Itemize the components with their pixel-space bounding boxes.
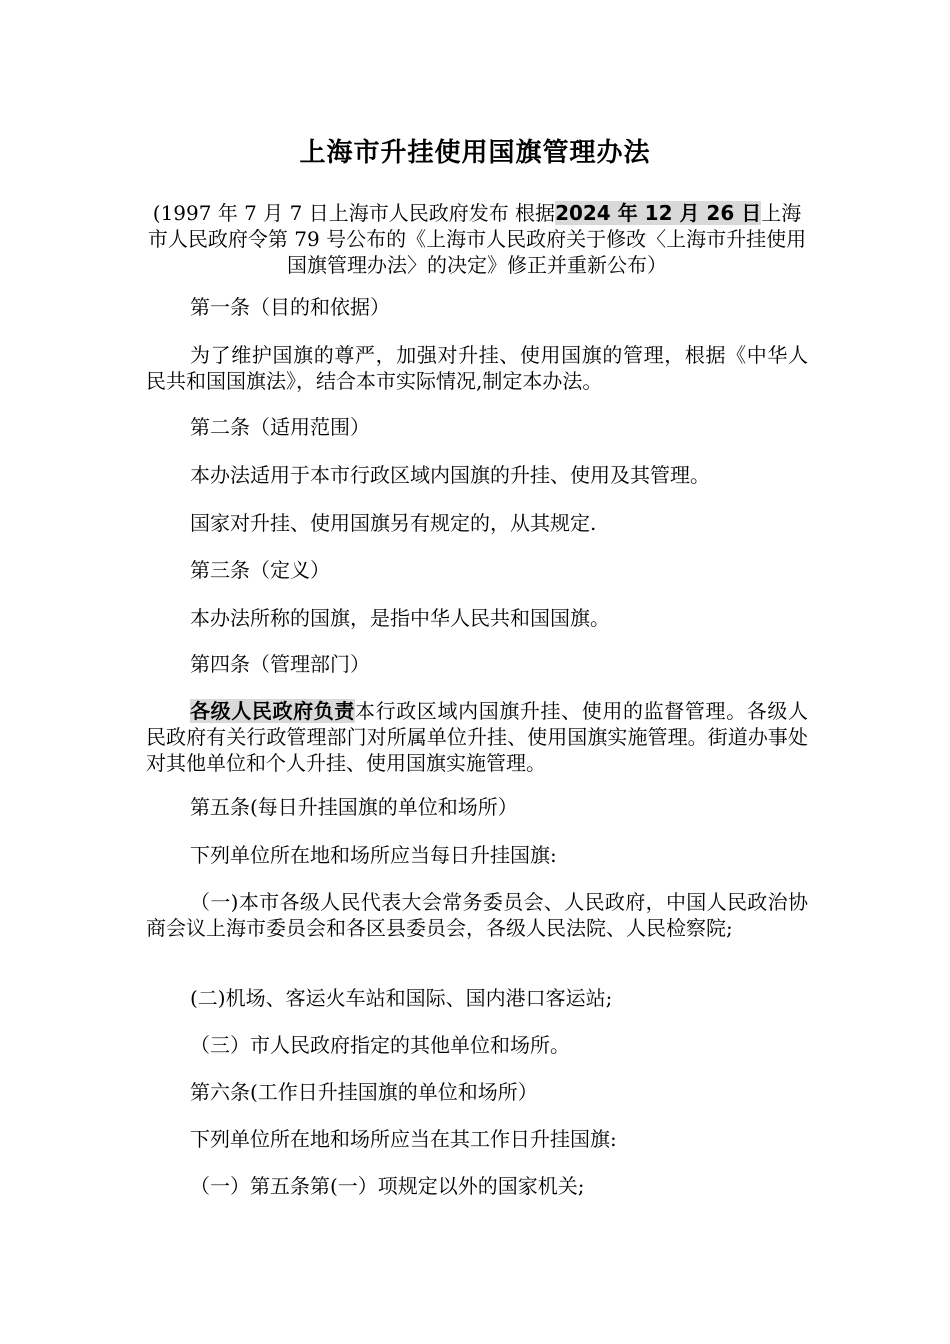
document-title: 上海市升挂使用国旗管理办法	[299, 138, 651, 168]
preamble-text-after: 上海市人民政府令第 79 号公布的《上海市人民政府关于修改〈上海市升挂使用国旗管理办法〉的决定》修正并重新公布）	[147, 201, 807, 277]
article-1-heading: 第一条（目的和依据）	[190, 295, 390, 319]
article-6-heading: 第六条(工作日升挂国旗的单位和场所）	[190, 1080, 538, 1104]
article-2-body-2: 国家对升挂、使用国旗另有规定的，从其规定.	[190, 511, 597, 535]
preamble-date-highlight: 2024 年 12 月 26 日	[555, 201, 762, 225]
article-1-body: 为了维护国旗的尊严，加强对升挂、使用国旗的管理，根据《中华人民共和国国旗法》，结合本市实际情况,制定本办法。	[146, 343, 808, 393]
article-4-highlight: 各级人民政府负责	[190, 699, 355, 723]
article-3-body: 本办法所称的国旗，是指中华人民共和国国旗。	[190, 606, 610, 630]
article-4-body-text: 本行政区域内国旗升挂、使用的监督管理。各级人民政府有关行政管理部门对所属单位升挂、使用国旗实施管理。街道办事处对其他单位和个人升挂、使用国旗实施管理。	[146, 699, 809, 775]
article-2-body-1: 本办法适用于本市行政区域内国旗的升挂、使用及其管理。	[190, 463, 710, 487]
article-6-item-1: （一）第五条第(一）项规定以外的国家机关;	[190, 1174, 585, 1198]
article-3-heading: 第三条（定义）	[190, 558, 330, 582]
preamble-text-before: (1997 年 7 月 7 日上海市人民政府发布 根据	[152, 201, 556, 225]
article-5-item-1: （一)本市各级人民代表大会常务委员会、人民政府，中国人民政治协商会议上海市委员会和各区县委员会，各级人民法院、人民检察院;	[146, 890, 808, 940]
article-5-item-3: （三）市人民政府指定的其他单位和场所。	[190, 1033, 570, 1057]
article-6-intro: 下列单位所在地和场所应当在其工作日升挂国旗:	[190, 1127, 617, 1151]
article-2-heading: 第二条（适用范围）	[190, 415, 370, 439]
article-5-item-2: (二)机场、客运火车站和国际、国内港口客运站;	[190, 986, 613, 1010]
article-5-heading: 第五条(每日升挂国旗的单位和场所）	[190, 795, 518, 819]
document-preamble	[146, 200, 808, 278]
article-4-body	[146, 698, 808, 776]
article-5-intro: 下列单位所在地和场所应当每日升挂国旗:	[190, 843, 557, 867]
article-4-heading: 第四条（管理部门）	[190, 652, 370, 676]
